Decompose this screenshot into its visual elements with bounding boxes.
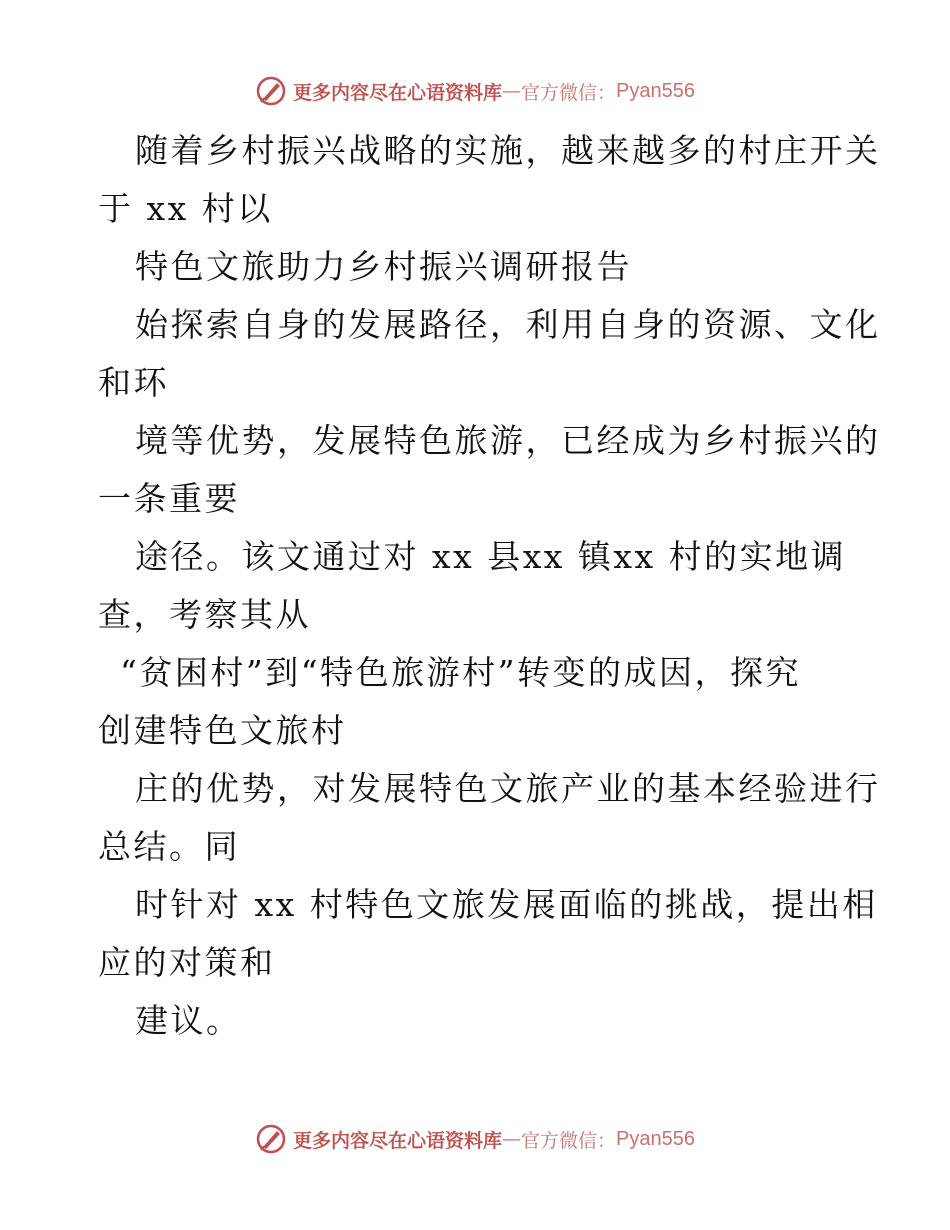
body-line: 一条重要 <box>98 479 240 518</box>
body-line: 和环 <box>98 363 169 402</box>
body-line: 应的对策和 <box>98 943 276 982</box>
body-line: 庄的优势，对发展特色文旅产业的基本经验进行 <box>135 769 881 808</box>
body-line: 总结。同 <box>98 827 240 866</box>
body-line: 查，考察其从 <box>98 595 311 634</box>
report-title-line: 特色文旅助力乡村振兴调研报告 <box>135 247 632 286</box>
quill-logo-icon <box>255 75 287 107</box>
body-line: 始探索自身的发展路径，利用自身的资源、文化 <box>135 305 881 344</box>
body-line: 建议。 <box>135 1001 242 1040</box>
watermark-brand-text: 更多内容尽在心语资料库 <box>293 1129 503 1152</box>
watermark-wechat-label: 官方微信： <box>521 81 617 104</box>
body-line: 途径。该文通过对 xx 县xx 镇xx 村的实地调 <box>135 537 847 576</box>
body-line: 境等优势，发展特色旅游，已经成为乡村振兴的 <box>135 421 881 460</box>
quill-logo-icon <box>255 1123 287 1155</box>
footer-watermark <box>0 1122 950 1156</box>
watermark-wechat-id: Pyan556 <box>616 1127 695 1150</box>
body-line: 随着乡村振兴战略的实施，越来越多的村庄开关 <box>135 131 881 170</box>
watermark-dash: — <box>502 1128 522 1150</box>
body-line: 时针对 xx 村特色文旅发展面临的挑战，提出相 <box>135 885 878 924</box>
header-watermark <box>0 74 950 108</box>
body-line: “贫困村”到“特色旅游村”转变的成因，探究 <box>120 653 801 692</box>
document-body <box>98 122 881 1050</box>
watermark-brand-text: 更多内容尽在心语资料库 <box>293 81 503 104</box>
watermark-wechat-label: 官方微信： <box>521 1129 617 1152</box>
watermark-dash: — <box>502 80 522 102</box>
body-line: 于 xx 村以 <box>98 189 273 228</box>
watermark-wechat-id: Pyan556 <box>616 79 695 102</box>
body-line: 创建特色文旅村 <box>98 711 347 750</box>
